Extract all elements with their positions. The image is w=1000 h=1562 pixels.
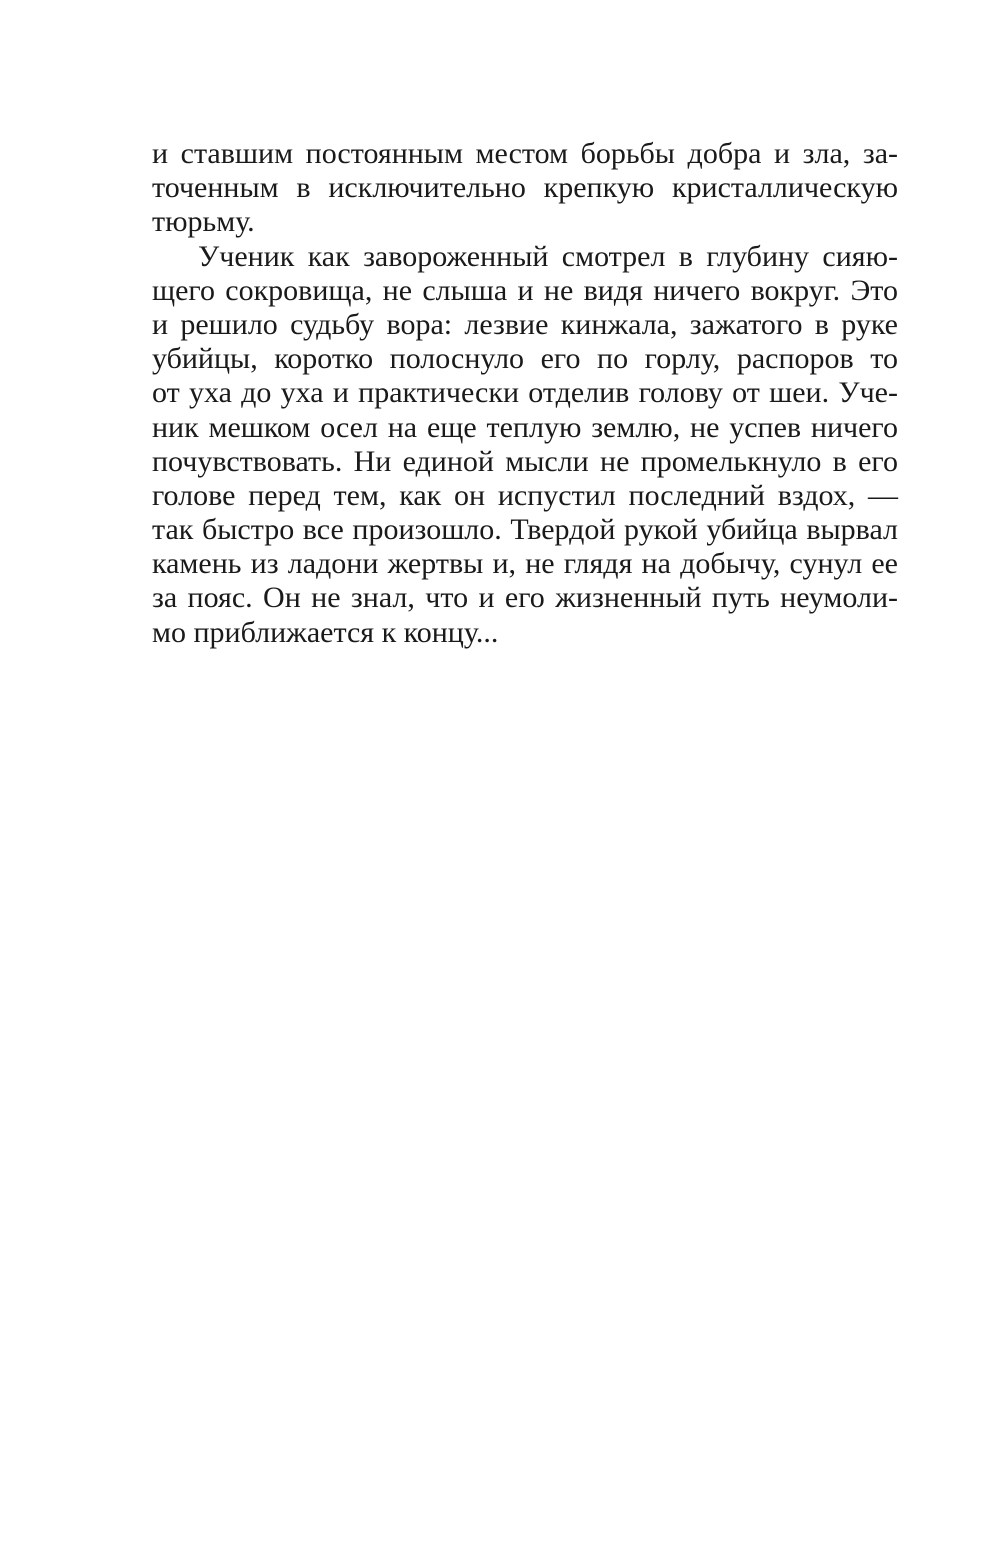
text-line: от уха до уха и практически отделив голову от шеи. Уче- <box>152 376 898 410</box>
text-line: точенным в исключительно крепкую кристаллическую <box>152 171 898 205</box>
text-line: и решило судьбу вора: лезвие кинжала, зажатого в руке <box>152 307 898 341</box>
text-line: щего сокровища, не слыша и не видя ничего вокруг. Это <box>152 273 898 307</box>
text-line: тюрьму. <box>152 205 255 239</box>
paragraph-2 <box>152 240 898 650</box>
body-text <box>152 137 898 650</box>
text-line: ник мешком осел на еще теплую землю, не успев ничего <box>152 410 898 444</box>
text-line: и ставшим постоянным местом борьбы добра и зла, за- <box>152 137 898 170</box>
text-line: голове перед тем, как он испустил последний вздох, — <box>152 478 898 512</box>
text-line: убийцы, коротко полоснуло его по горлу, распоров то <box>152 342 898 376</box>
text-line: так быстро все произошло. Твердой рукой убийца вырвал <box>152 513 898 547</box>
text-line: камень из ладони жертвы и, не глядя на добычу, сунул ее <box>152 547 898 581</box>
paragraph-1 <box>152 137 898 240</box>
text-line: за пояс. Он не знал, что и его жизненный путь неумоли- <box>152 581 898 615</box>
text-line: мо приближается к концу... <box>152 615 499 649</box>
text-line: почувствовать. Ни единой мысли не промелькнуло в его <box>152 444 898 478</box>
text-line: Ученик как завороженный смотрел в глубину сияю- <box>198 239 898 273</box>
